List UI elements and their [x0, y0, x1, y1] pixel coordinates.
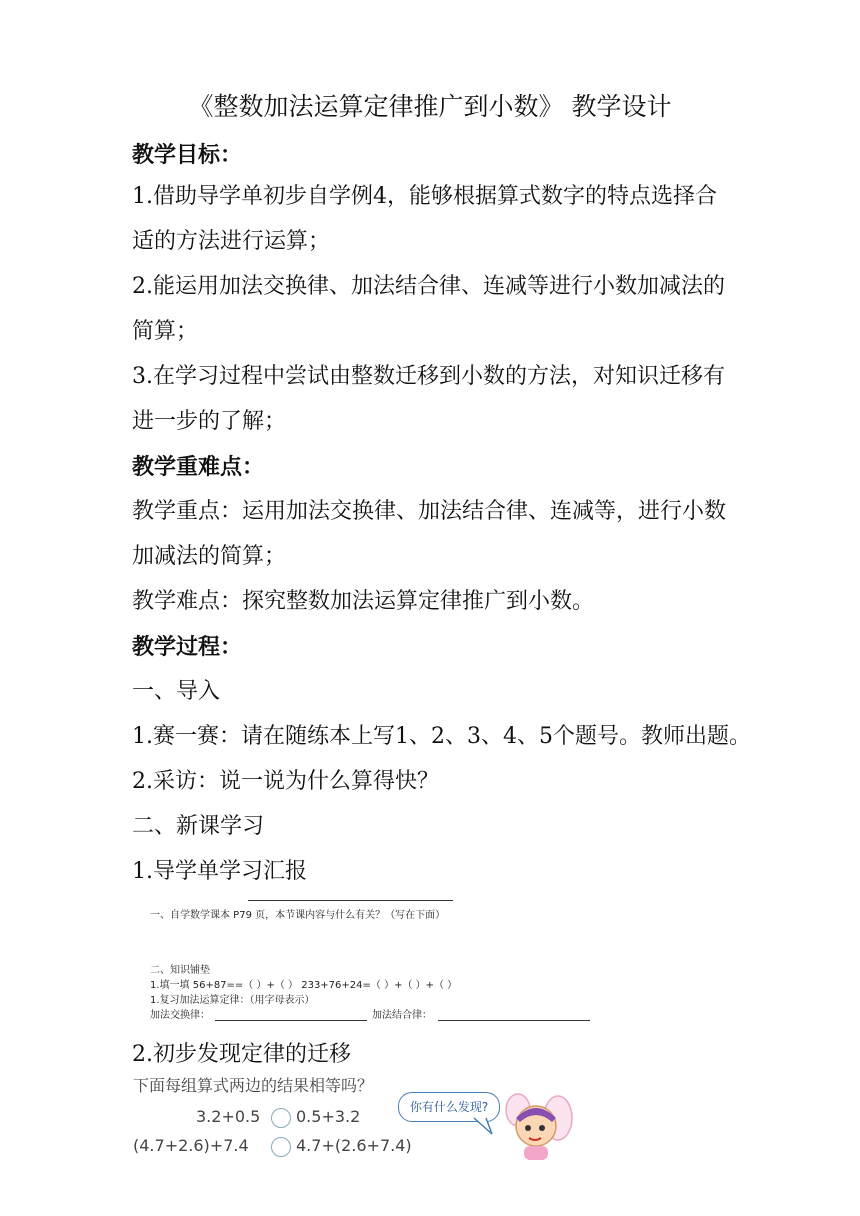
- speech-bubble: 你有什么发现?: [398, 1092, 500, 1122]
- answer-rule: [438, 1020, 590, 1021]
- worksheet-line: 1.复习加法运算定律：（用字母表示）: [150, 995, 315, 1006]
- process-heading: 教学过程：: [132, 634, 243, 660]
- expression-right: 0.5+3.2: [296, 1107, 361, 1126]
- process-line: 1.导学单学习汇报: [132, 859, 307, 884]
- process-line: 一、导入: [132, 679, 221, 704]
- cartoon-character-icon: [500, 1084, 576, 1164]
- keypoint-line: 加减法的简算；: [132, 544, 287, 569]
- objective-line: 适的方法进行运算；: [132, 229, 331, 254]
- expression-left: 3.2+0.5: [196, 1107, 261, 1126]
- keypoints-heading: 教学重难点：: [132, 454, 265, 480]
- compare-circle: [271, 1137, 291, 1157]
- section-heading: 2.初步发现定律的迁移: [132, 1042, 351, 1067]
- worksheet-label: 加法结合律：: [372, 1010, 432, 1021]
- worksheet-top-rule: [248, 900, 453, 901]
- expression-right: 4.7+(2.6+7.4): [296, 1136, 412, 1155]
- objective-line: 1.借助导学单初步自学例4，能够根据算式数字的特点选择合: [132, 184, 717, 209]
- objective-line: 2.能运用加法交换律、加法结合律、连减等进行小数加减法的: [132, 274, 725, 299]
- speech-bubble-tail: [470, 1116, 500, 1138]
- process-line: 1.赛一赛：请在随练本上写1、2、3、4、5个题号。教师出题。: [132, 724, 751, 749]
- process-line: 二、新课学习: [132, 814, 265, 839]
- document-title: 《整数加法运算定律推广到小数》 教学设计: [188, 92, 672, 121]
- worksheet-line: 一、自学数学课本 P79 页，本节课内容与什么有关？（写在下面）: [150, 910, 446, 921]
- keypoint-line: 教学重点：运用加法交换律、加法结合律、连减等，进行小数: [132, 499, 727, 524]
- process-line: 2.采访：说一说为什么算得快？: [132, 769, 439, 794]
- answer-rule: [215, 1020, 367, 1021]
- keypoint-line: 教学难点：探究整数加法运算定律推广到小数。: [132, 589, 595, 614]
- objective-line: 进一步的了解；: [132, 409, 287, 434]
- expression-left: (4.7+2.6)+7.4: [133, 1136, 249, 1155]
- compare-circle: [271, 1108, 291, 1128]
- worksheet-label: 加法交换律：: [150, 1010, 210, 1021]
- textbook-question: 下面每组算式两边的结果相等吗？: [133, 1076, 374, 1095]
- worksheet-line: 二、知识铺垫: [150, 965, 210, 976]
- objectives-heading: 教学目标：: [132, 142, 243, 168]
- objective-line: 简算；: [132, 319, 199, 344]
- worksheet-line: 1.填一填 56+87==（ ）+（ ） 233+76+24=（ ）+（ ）+（ ）: [150, 980, 458, 991]
- objective-line: 3.在学习过程中尝试由整数迁移到小数的方法，对知识迁移有: [132, 364, 725, 389]
